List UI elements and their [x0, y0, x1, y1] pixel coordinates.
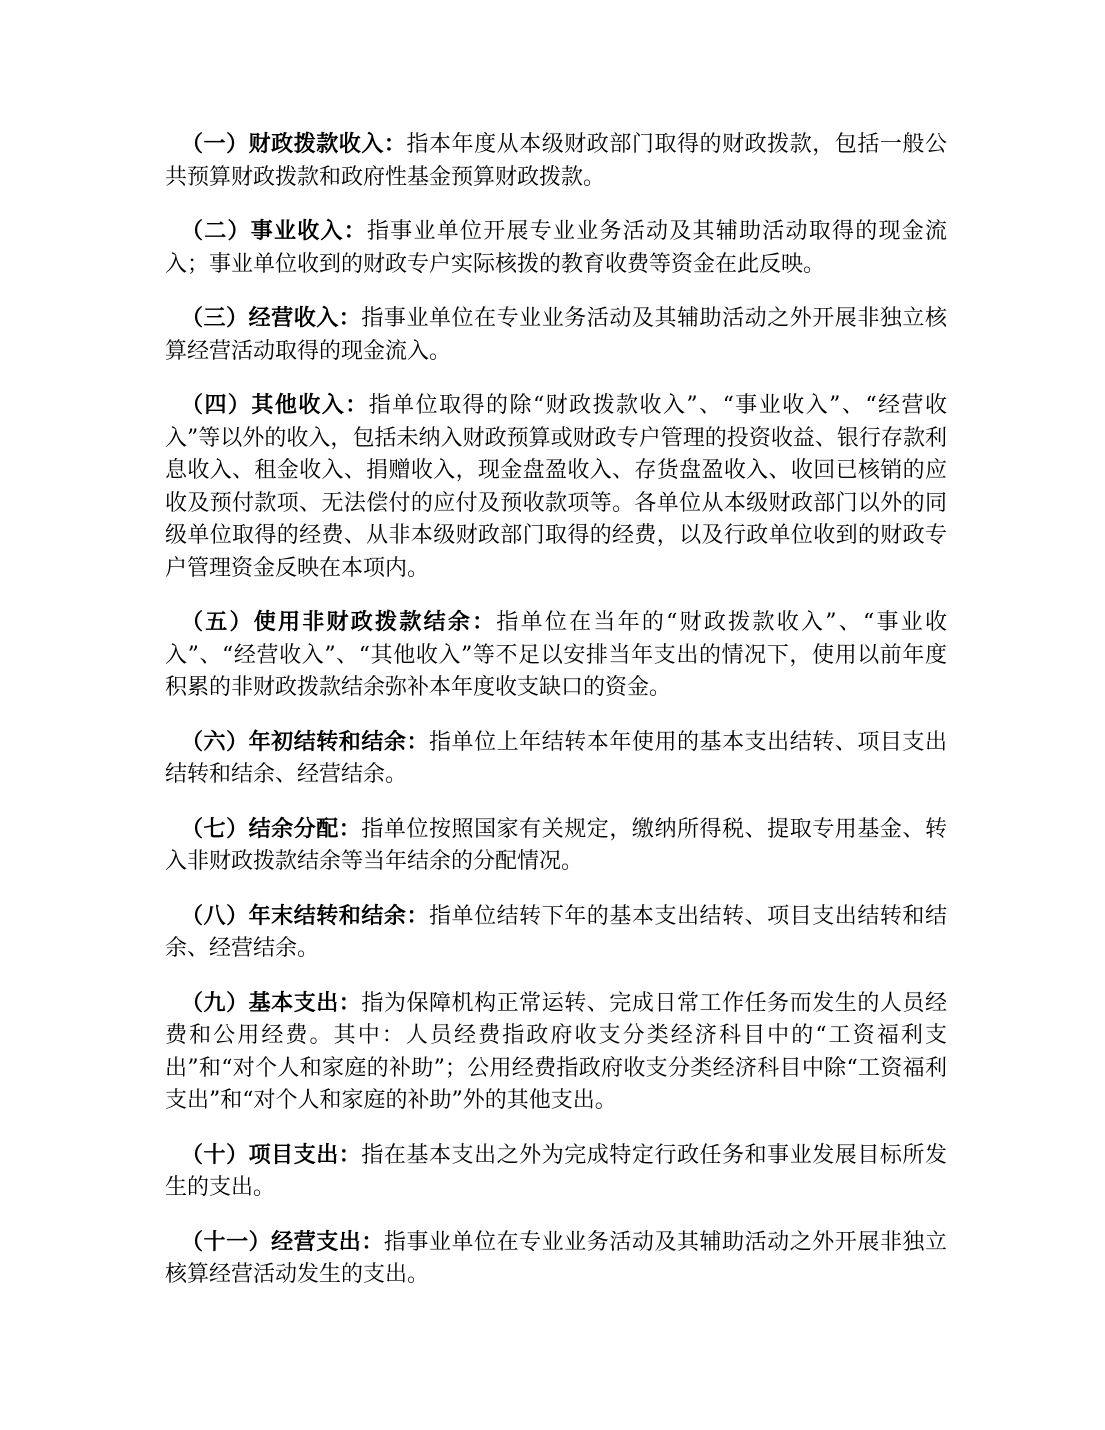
definition-text: 指单位取得的除“财政拨款收入”、“事业收入”、“经营收入”等以外的收入，包括未纳入财政预算或财政专户管理的投资收益、银行存款利息收入、租金收入、捐赠收入，现金盘盈收入、存货盘盈收入、收回已核销的应收及预付款项、无法偿付的应付及预收款项等。各单位从本级财政部门以外的同级单位取得的经费、从非本级财政部门取得的经费，以及行政单位收到的财政专户管理资金反映在本项内。	[165, 393, 947, 581]
definition-paragraph-4	[165, 389, 947, 585]
definition-paragraph-2	[165, 215, 947, 281]
definition-paragraph-3	[165, 302, 947, 368]
document-body	[165, 128, 947, 1313]
definition-text: 指事业单位开展专业业务活动及其辅助活动取得的现金流入；事业单位收到的财政专户实际核拨的教育收费等资金在此反映。	[165, 219, 947, 277]
definition-term: （九）基本支出：	[181, 989, 362, 1016]
definition-term: （七）结余分配：	[181, 815, 362, 842]
definition-paragraph-10	[165, 1139, 947, 1205]
definition-paragraph-9	[165, 987, 947, 1118]
definition-text: 指单位在当年的“财政拨款收入”、“事业收入”、“经营收入”、“其他收入”等不足以安排当年支出的情况下，使用以前年度积累的非财政拨款结余弥补本年度收支缺口的资金。	[165, 610, 947, 700]
definition-term: （八）年末结转和结余：	[181, 902, 429, 929]
definition-term: （二）事业收入：	[181, 218, 367, 244]
definition-text: 指单位结转下年的基本支出结转、项目支出结转和结余、经营结余。	[165, 903, 947, 961]
definition-paragraph-8	[165, 900, 947, 966]
definition-term: （三）经营收入：	[181, 305, 362, 331]
definition-term: （四）其他收入：	[181, 392, 369, 418]
definition-paragraph-11	[165, 1226, 947, 1292]
definition-term: （一）财政拨款收入：	[181, 131, 407, 157]
definition-term: （十一）经营支出：	[181, 1228, 384, 1255]
definition-paragraph-5	[165, 606, 947, 705]
definition-paragraph-1	[165, 128, 947, 194]
definition-term: （五）使用非财政拨款结余：	[181, 609, 497, 635]
definition-text: 指本年度从本级财政部门取得的财政拨款，包括一般公共预算财政拨款和政府性基金预算财政拨款。	[165, 132, 947, 190]
definition-text: 指单位上年结转本年使用的基本支出结转、项目支出结转和结余、经营结余。	[165, 729, 947, 787]
definition-paragraph-6	[165, 726, 947, 792]
definition-term: （十）项目支出：	[181, 1141, 362, 1168]
definition-text: 指单位按照国家有关规定，缴纳所得税、提取专用基金、转入非财政拨款结余等当年结余的分配情况。	[165, 816, 947, 874]
definition-paragraph-7	[165, 813, 947, 879]
definition-text: 指事业单位在专业业务活动及其辅助活动之外开展非独立核算经营活动取得的现金流入。	[165, 306, 947, 364]
definition-text: 指为保障机构正常运转、完成日常工作任务而发生的人员经费和公用经费。其中：人员经费指政府收支分类经济科目中的“工资福利支出”和“对个人和家庭的补助”；公用经费指政府收支分类经济科目中除“工资福利支出”和“对个人和家庭的补助”外的其他支出。	[165, 990, 947, 1113]
definition-term: （六）年初结转和结余：	[181, 728, 429, 755]
definition-text: 指在基本支出之外为完成特定行政任务和事业发展目标所发生的支出。	[165, 1142, 947, 1200]
definition-text: 指事业单位在专业业务活动及其辅助活动之外开展非独立核算经营活动发生的支出。	[165, 1229, 947, 1287]
